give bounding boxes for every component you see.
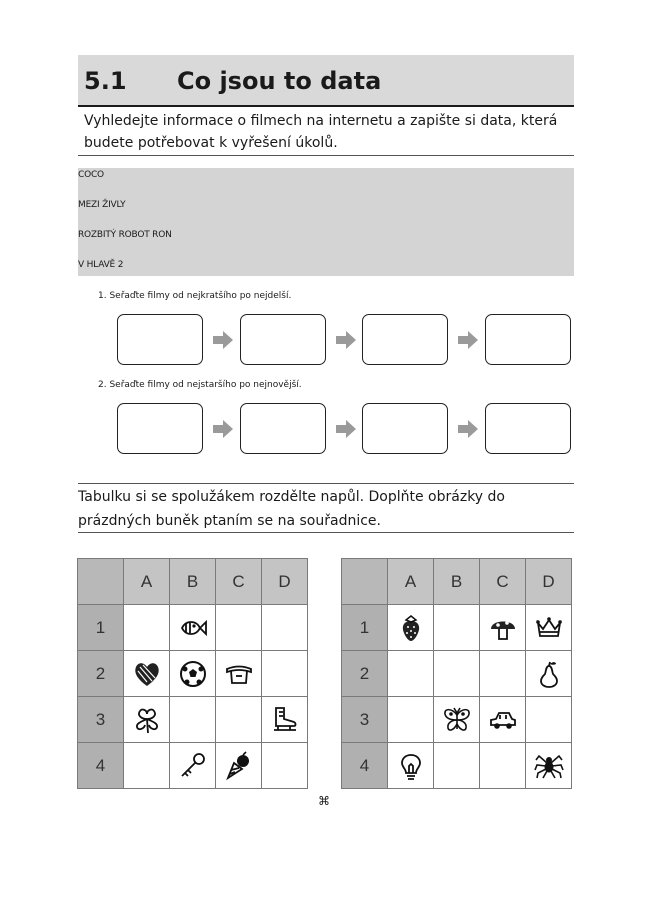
grid-corner bbox=[342, 559, 388, 605]
grid-cell[interactable] bbox=[170, 697, 216, 743]
row-header: 3 bbox=[78, 697, 124, 743]
column-header: D bbox=[262, 559, 308, 605]
heart-icon bbox=[132, 659, 162, 689]
row-header: 1 bbox=[78, 605, 124, 651]
movie-list bbox=[78, 168, 574, 276]
grid-cell[interactable] bbox=[434, 651, 480, 697]
pear-icon bbox=[534, 659, 564, 689]
grid-cell[interactable] bbox=[388, 605, 434, 651]
divider bbox=[78, 532, 574, 533]
coordinate-grid-right bbox=[341, 558, 572, 789]
grid-cell[interactable] bbox=[480, 697, 526, 743]
grid-cell[interactable] bbox=[262, 651, 308, 697]
arrow-right-icon bbox=[213, 331, 233, 349]
column-header: C bbox=[480, 559, 526, 605]
spider-icon bbox=[534, 751, 564, 781]
ice-cream-icon bbox=[224, 751, 254, 781]
grid-cell[interactable] bbox=[124, 697, 170, 743]
strawberry-icon bbox=[396, 613, 426, 643]
column-header: A bbox=[388, 559, 434, 605]
divider bbox=[78, 483, 574, 484]
mushroom-icon bbox=[488, 613, 518, 643]
grid-cell[interactable] bbox=[480, 743, 526, 789]
answer-box[interactable] bbox=[117, 314, 203, 365]
hat-icon bbox=[224, 659, 254, 689]
arrow-right-icon bbox=[458, 331, 478, 349]
grid-cell[interactable] bbox=[388, 651, 434, 697]
task-1: 1. Seřaďte filmy od nejkratšího po nejdelší. bbox=[98, 291, 292, 301]
grid-cell[interactable] bbox=[216, 605, 262, 651]
grid-cell[interactable] bbox=[388, 697, 434, 743]
grid-cell[interactable] bbox=[526, 697, 572, 743]
grid-instructions: Tabulku si se spolužákem rozdělte napůl. Doplňte obrázky do prázdných buněk ptaním se na souřadnice. bbox=[78, 489, 505, 529]
grid-cell[interactable] bbox=[216, 697, 262, 743]
section-header bbox=[78, 55, 574, 107]
grid-cell[interactable] bbox=[526, 743, 572, 789]
answer-box[interactable] bbox=[485, 403, 571, 454]
arrow-right-icon bbox=[213, 420, 233, 438]
footer-symbol: ⌘ bbox=[318, 794, 330, 808]
grid-cell[interactable] bbox=[262, 605, 308, 651]
grid-cell[interactable] bbox=[388, 743, 434, 789]
car-icon bbox=[488, 705, 518, 735]
movie-item: MEZI ŽIVLY bbox=[78, 200, 126, 210]
grid-cell[interactable] bbox=[216, 743, 262, 789]
ice-skate-icon bbox=[270, 705, 300, 735]
grid-cell[interactable] bbox=[526, 605, 572, 651]
grid-cell[interactable] bbox=[434, 605, 480, 651]
row-header: 4 bbox=[78, 743, 124, 789]
clover-icon bbox=[132, 705, 162, 735]
task-2: 2. Seřaďte filmy od nejstaršího po nejnovější. bbox=[98, 380, 302, 390]
section-number: 5.1 bbox=[84, 67, 127, 95]
arrow-right-icon bbox=[336, 420, 356, 438]
column-header: B bbox=[434, 559, 480, 605]
answer-box[interactable] bbox=[362, 403, 448, 454]
answer-box[interactable] bbox=[485, 314, 571, 365]
grid-cell[interactable] bbox=[526, 651, 572, 697]
grid-cell[interactable] bbox=[434, 697, 480, 743]
coordinate-grid-left bbox=[77, 558, 308, 789]
grid-corner bbox=[78, 559, 124, 605]
divider bbox=[78, 155, 574, 156]
row-header: 4 bbox=[342, 743, 388, 789]
column-header: B bbox=[170, 559, 216, 605]
intro-text: Vyhledejte informace o filmech na internetu a zapište si data, která budete potřebovat k vyřešení úkolů. bbox=[84, 113, 558, 151]
grid-cell[interactable] bbox=[170, 651, 216, 697]
arrow-right-icon bbox=[336, 331, 356, 349]
key-icon bbox=[178, 751, 208, 781]
grid-cell[interactable] bbox=[480, 605, 526, 651]
answer-box[interactable] bbox=[240, 314, 326, 365]
column-header: D bbox=[526, 559, 572, 605]
grid-cell[interactable] bbox=[262, 743, 308, 789]
butterfly-icon bbox=[442, 705, 472, 735]
movie-item: ROZBITÝ ROBOT RON bbox=[78, 230, 172, 240]
soccer-ball-icon bbox=[178, 659, 208, 689]
answer-box[interactable] bbox=[240, 403, 326, 454]
row-header: 2 bbox=[78, 651, 124, 697]
grid-cell[interactable] bbox=[170, 743, 216, 789]
movie-item: COCO bbox=[78, 170, 104, 180]
section-title: Co jsou to data bbox=[177, 67, 382, 95]
grid-cell[interactable] bbox=[124, 651, 170, 697]
fish-icon bbox=[178, 613, 208, 643]
grid-cell[interactable] bbox=[124, 605, 170, 651]
grid-cell[interactable] bbox=[170, 605, 216, 651]
lightbulb-icon bbox=[396, 751, 426, 781]
column-header: A bbox=[124, 559, 170, 605]
row-header: 3 bbox=[342, 697, 388, 743]
row-header: 2 bbox=[342, 651, 388, 697]
grid-cell[interactable] bbox=[124, 743, 170, 789]
grid-cell[interactable] bbox=[480, 651, 526, 697]
crown-icon bbox=[534, 613, 564, 643]
grid-cell[interactable] bbox=[434, 743, 480, 789]
answer-box[interactable] bbox=[362, 314, 448, 365]
row-header: 1 bbox=[342, 605, 388, 651]
column-header: C bbox=[216, 559, 262, 605]
grid-cell[interactable] bbox=[262, 697, 308, 743]
movie-item: V HLAVĚ 2 bbox=[78, 260, 124, 270]
arrow-right-icon bbox=[458, 420, 478, 438]
answer-box[interactable] bbox=[117, 403, 203, 454]
grid-cell[interactable] bbox=[216, 651, 262, 697]
